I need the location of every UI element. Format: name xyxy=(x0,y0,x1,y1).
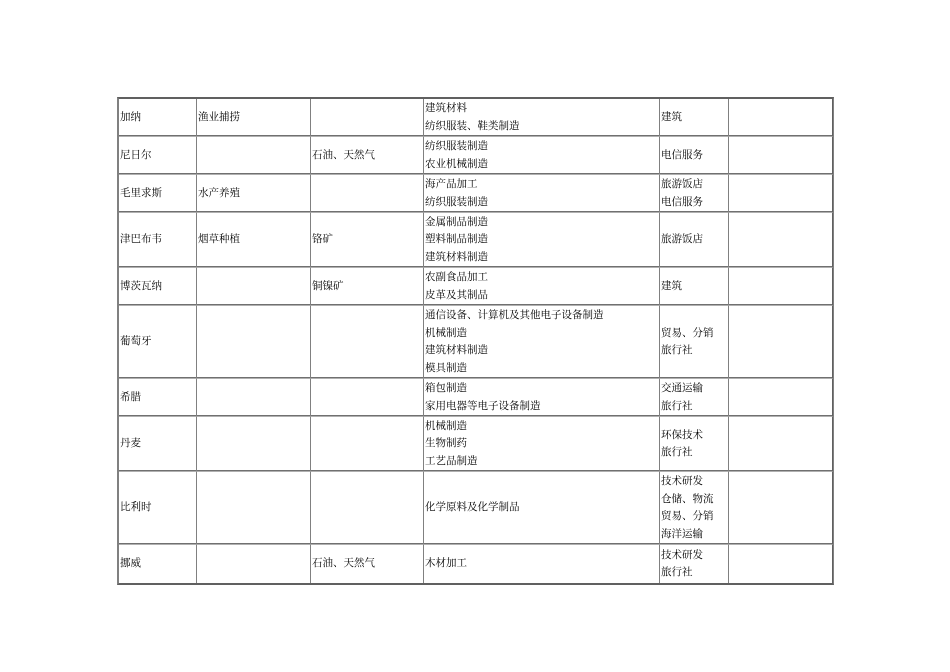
services-cell xyxy=(660,213,729,268)
manufacturing-cell xyxy=(424,213,660,268)
country-cell: 加纳 xyxy=(119,99,197,137)
services-cell-line: 电信服务 xyxy=(661,195,703,208)
services-cell xyxy=(660,417,729,472)
manufacturing-cell-line: 机械制造 xyxy=(425,326,467,339)
services-cell xyxy=(660,306,729,379)
mining-cell xyxy=(311,99,424,137)
mining-cell xyxy=(311,379,424,417)
services-cell xyxy=(660,175,729,213)
mining-cell xyxy=(311,417,424,472)
agriculture-cell xyxy=(197,472,311,545)
manufacturing-cell-line: 箱包制造 xyxy=(425,382,467,394)
services-cell-line: 旅游饭店 xyxy=(661,233,703,246)
other-cell xyxy=(729,213,833,268)
agriculture-cell: 渔业捕捞 xyxy=(197,99,311,137)
country-cell: 尼日尔 xyxy=(119,137,197,175)
services-cell-line: 环保技术 xyxy=(661,428,703,441)
manufacturing-cell-line: 纺织服装、鞋类制造 xyxy=(425,119,520,132)
manufacturing-cell xyxy=(424,137,660,175)
table-row xyxy=(119,137,833,175)
manufacturing-cell xyxy=(424,417,660,472)
services-cell-line: 海洋运输 xyxy=(661,527,703,540)
services-cell xyxy=(660,99,729,137)
other-cell xyxy=(729,306,833,379)
manufacturing-cell xyxy=(424,268,660,306)
manufacturing-cell-line: 纺织服装制造 xyxy=(425,195,488,208)
manufacturing-cell-line: 建筑材料 xyxy=(425,102,467,114)
manufacturing-cell-line: 农副食品加工 xyxy=(425,271,488,283)
other-cell xyxy=(729,379,833,417)
country-cell: 希腊 xyxy=(119,379,197,417)
table-row xyxy=(119,417,833,472)
manufacturing-cell-line: 农业机械制造 xyxy=(425,157,488,170)
services-cell-line: 贸易、分销 xyxy=(661,326,714,339)
manufacturing-cell xyxy=(424,379,660,417)
country-cell: 葡萄牙 xyxy=(119,306,197,379)
services-cell xyxy=(660,545,729,583)
services-cell-line: 电信服务 xyxy=(661,148,703,161)
manufacturing-cell xyxy=(424,545,660,583)
agriculture-cell xyxy=(197,417,311,472)
services-cell xyxy=(660,268,729,306)
services-cell-line: 旅行社 xyxy=(661,446,693,458)
agriculture-cell xyxy=(197,306,311,379)
manufacturing-cell-line: 工艺品制造 xyxy=(425,454,478,467)
services-cell-line: 建筑 xyxy=(661,279,682,292)
services-cell-line: 交通运输 xyxy=(661,382,703,394)
mining-cell: 石油、天然气 xyxy=(311,545,424,583)
manufacturing-cell-line: 机械制造 xyxy=(425,419,467,432)
manufacturing-cell xyxy=(424,99,660,137)
other-cell xyxy=(729,545,833,583)
table-row xyxy=(119,379,833,417)
services-cell xyxy=(660,472,729,545)
manufacturing-cell-line: 建筑材料制造 xyxy=(425,344,488,356)
mining-cell: 铜镍矿 xyxy=(311,268,424,306)
services-cell-line: 贸易、分销 xyxy=(661,510,714,522)
mining-cell xyxy=(311,472,424,545)
services-cell-line: 技术研发 xyxy=(661,548,703,561)
services-cell-line: 仓储、物流 xyxy=(661,492,714,505)
country-cell: 毛里求斯 xyxy=(119,175,197,213)
table-row xyxy=(119,99,833,137)
mining-cell xyxy=(311,175,424,213)
country-cell: 挪威 xyxy=(119,545,197,583)
other-cell xyxy=(729,137,833,175)
agriculture-cell xyxy=(197,379,311,417)
manufacturing-cell-line: 纺织服装制造 xyxy=(425,140,488,152)
services-cell-line: 建筑 xyxy=(661,110,682,123)
services-cell-line: 旅行社 xyxy=(661,566,693,578)
table-row xyxy=(119,213,833,268)
agriculture-cell: 水产养殖 xyxy=(197,175,311,213)
industry-table xyxy=(117,97,834,585)
agriculture-cell: 烟草种植 xyxy=(197,213,311,268)
manufacturing-cell xyxy=(424,306,660,379)
other-cell xyxy=(729,99,833,137)
manufacturing-cell-line: 家用电器等电子设备制造 xyxy=(425,399,541,412)
mining-cell xyxy=(311,306,424,379)
country-cell: 丹麦 xyxy=(119,417,197,472)
manufacturing-cell-line: 金属制品制造 xyxy=(425,215,488,228)
manufacturing-cell-line: 通信设备、计算机及其他电子设备制造 xyxy=(425,309,604,321)
services-cell xyxy=(660,379,729,417)
other-cell xyxy=(729,268,833,306)
table-row xyxy=(119,175,833,213)
agriculture-cell xyxy=(197,268,311,306)
manufacturing-cell-line: 建筑材料制造 xyxy=(425,250,488,263)
table-row xyxy=(119,268,833,306)
mining-cell: 铬矿 xyxy=(311,213,424,268)
manufacturing-cell-line: 海产品加工 xyxy=(425,178,478,190)
manufacturing-cell xyxy=(424,175,660,213)
services-cell-line: 旅游饭店 xyxy=(661,178,703,190)
services-cell-line: 旅行社 xyxy=(661,399,693,412)
other-cell xyxy=(729,175,833,213)
manufacturing-cell-line: 模具制造 xyxy=(425,361,467,374)
services-cell xyxy=(660,137,729,175)
manufacturing-cell-line: 化学原料及化学制品 xyxy=(425,501,520,514)
other-cell xyxy=(729,472,833,545)
table-row xyxy=(119,306,833,379)
manufacturing-cell-line: 木材加工 xyxy=(425,557,467,570)
manufacturing-cell-line: 生物制药 xyxy=(425,437,467,450)
manufacturing-cell-line: 皮革及其制品 xyxy=(425,288,488,301)
other-cell xyxy=(729,417,833,472)
country-cell: 津巴布韦 xyxy=(119,213,197,268)
country-cell: 比利时 xyxy=(119,472,197,545)
mining-cell: 石油、天然气 xyxy=(311,137,424,175)
table-row xyxy=(119,545,833,583)
country-cell: 博茨瓦纳 xyxy=(119,268,197,306)
manufacturing-cell xyxy=(424,472,660,545)
agriculture-cell xyxy=(197,137,311,175)
table-body xyxy=(119,99,833,583)
table-row xyxy=(119,472,833,545)
services-cell-line: 技术研发 xyxy=(661,475,703,487)
services-cell-line: 旅行社 xyxy=(661,344,693,356)
manufacturing-cell-line: 塑料制品制造 xyxy=(425,233,488,246)
agriculture-cell xyxy=(197,545,311,583)
